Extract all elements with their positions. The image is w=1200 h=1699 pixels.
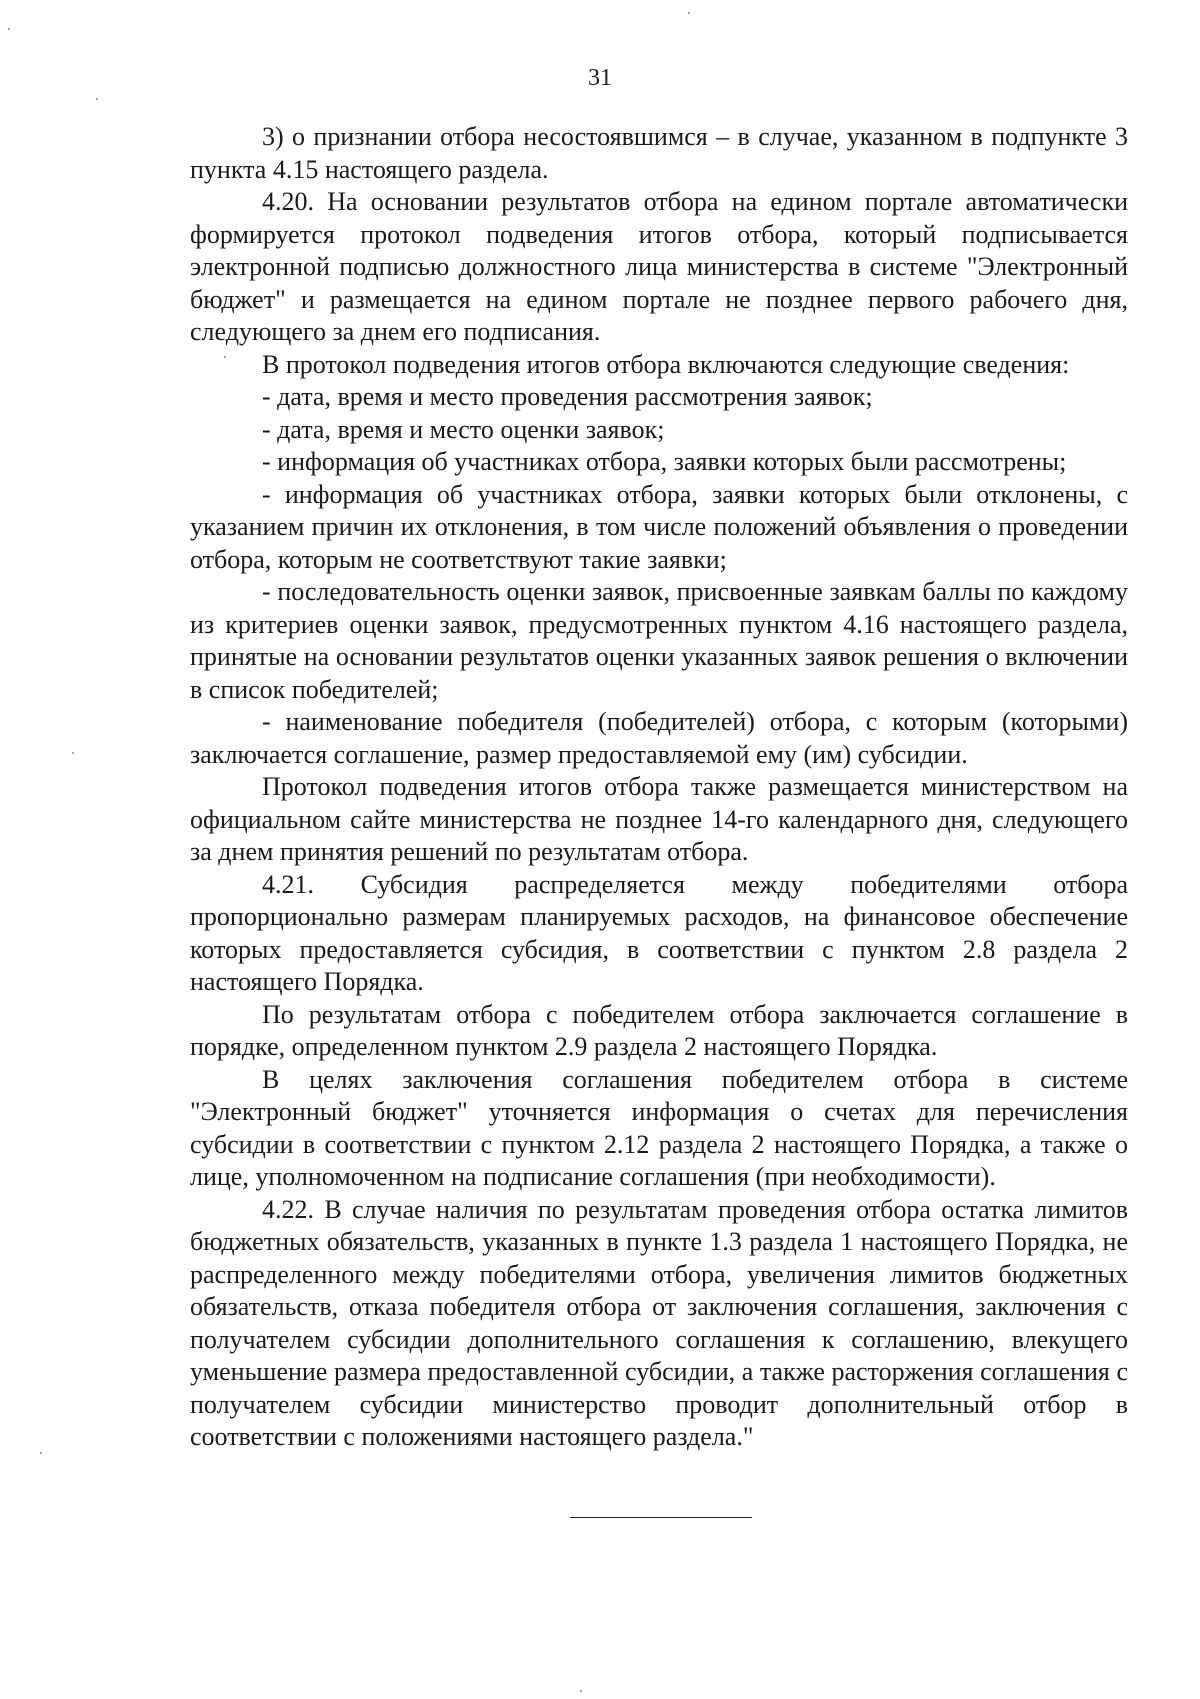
end-of-text-rule [570, 1517, 752, 1518]
scan-speck [8, 28, 10, 30]
list-item-rejected-participants: - информация об участниках отбора, заявки которых были отклонены, с указанием причин их отклонения, в том числе положений объявления о проведении отбора, которым не соответствуют такие заявки; [190, 479, 1128, 574]
scan-speck [40, 1452, 42, 1454]
document-body [190, 121, 1128, 1454]
paragraph-agreement-conclusion: По результатам отбора с победителем отбора заключается соглашение в порядке, определенном пунктом 2.9 раздела 2 настоящего Порядка. [190, 999, 1128, 1061]
page-number: 31 [588, 65, 612, 91]
paragraph-clause-4-20: 4.20. На основании результатов отбора на едином портале автоматически формируется протокол подведения итогов отбора, который подписывается электронной подписью должностного лица министерства в системе "Электронный бюджет" и размещается на едином портале не позднее первого рабочего дня, следующего за днем его подписания. [190, 187, 1128, 346]
paragraph-protocol-contents-intro: В протокол подведения итогов отбора включаются следующие сведения: [262, 349, 1070, 379]
list-item-reviewed-participants: - информация об участниках отбора, заявки которых были рассмотрены; [262, 447, 1067, 476]
scan-speck [96, 98, 98, 100]
paragraph-clause-4-21: 4.21. Субсидия распределяется между победителями отбора пропорционально размерам планируемых расходов, на финансовое обеспечение которых предоставляется субсидия, в соответствии с пунктом 2.8 раздела 2 настоящего Порядка. [190, 869, 1128, 996]
scan-speck [224, 356, 226, 358]
paragraph-account-details: В целях заключения соглашения победителем отбора в системе "Электронный бюджет" уточняется информация о счетах для перечисления субсидии в соответствии с пунктом 2.12 раздела 2 настоящего Порядка, а также о лице, уполномоченном на подписание соглашения (при необходимости). [190, 1064, 1128, 1191]
scan-speck [580, 1690, 582, 1692]
scan-speck [72, 752, 74, 754]
paragraph-clause-4-22: 4.22. В случае наличия по результатам проведения отбора остатка лимитов бюджетных обязательств, указанных в пункте 1.3 раздела 1 настоящего Порядка, не распределенного между победителями отбора, увеличения лимитов бюджетных обязательств, отказа победителя отбора от заключения соглашения, заключения с получателем субсидии дополнительного соглашения к соглашению, влекущего уменьшение размера предоставленной субсидии, а также расторжения соглашения с получателем субсидии министерство проводит дополнительный отбор в соответствии с положениями настоящего раздела." [190, 1194, 1128, 1451]
list-item-review-date: - дата, время и место проведения рассмотрения заявок; [262, 382, 873, 411]
list-item-evaluation-sequence: - последовательность оценки заявок, присвоенные заявкам баллы по каждому из критериев оценки заявок, предусмотренных пунктом 4.16 настоящего раздела, принятые на основании результатов оценки указанных заявок решения о включении в список победителей; [190, 577, 1128, 704]
scan-speck [688, 12, 690, 14]
paragraph-protocol-publication: Протокол подведения итогов отбора также размещается министерством на официальном сайте министерства не позднее 14-го календарного дня, следующего за днем принятия решений по результатам отбора. [190, 772, 1128, 866]
list-item-evaluation-date: - дата, время и место оценки заявок; [262, 414, 665, 444]
list-item-winner-name: - наименование победителя (победителей) отбора, с которым (которыми) заключается соглашение, размер предоставляемой ему (им) субсидии. [190, 707, 1128, 769]
paragraph-item-3: 3) о признании отбора несостоявшимся – в случае, указанном в подпункте 3 пункта 4.15 настоящего раздела. [190, 122, 1128, 184]
